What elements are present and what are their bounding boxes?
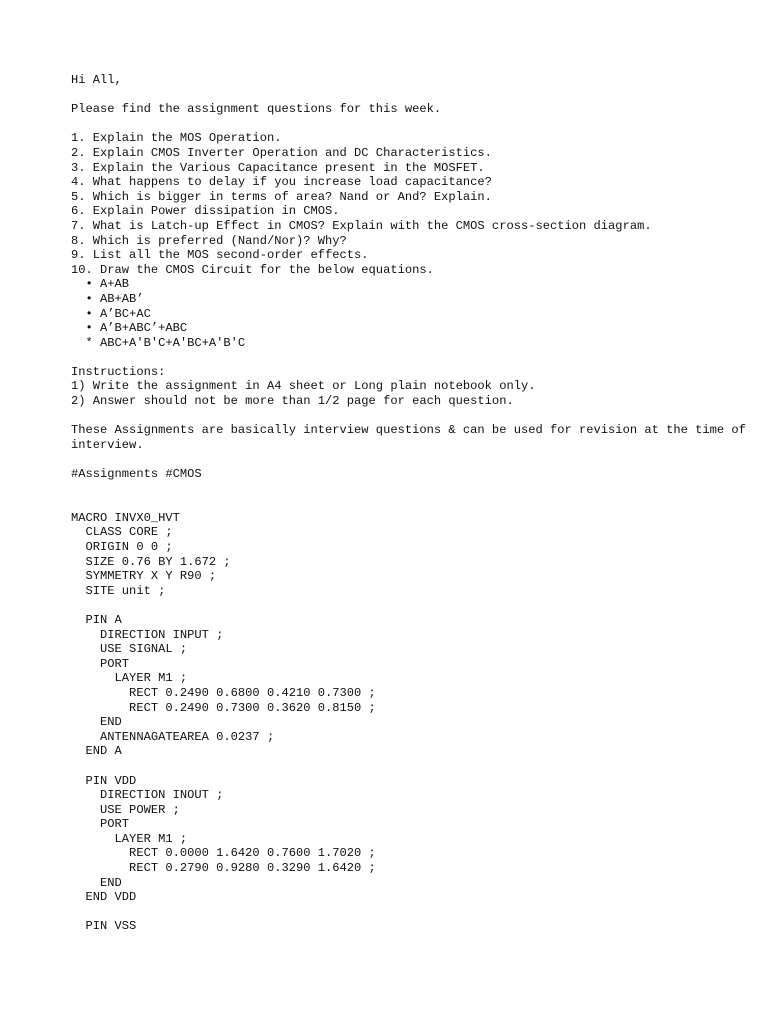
question-item: 5. Which is bigger in terms of area? Nand or And? Explain. [71, 189, 492, 204]
spacer [71, 350, 751, 365]
code-line: END [71, 875, 122, 890]
instruction-item: 2) Answer should not be more than 1/2 page for each question. [71, 394, 514, 409]
greeting: Hi All, [71, 73, 122, 87]
code-line: END VDD [71, 890, 137, 905]
equation-item: * ABC+A'B'C+A'BC+A'B'C [71, 335, 246, 350]
question-item: 9. List all the MOS second-order effects. [71, 248, 369, 263]
equation-item: • A’B+ABC’+ABC [71, 321, 188, 336]
question-item: 8. Which is preferred (Nand/Nor)? Why? [71, 233, 347, 248]
code-line: CLASS CORE ; [71, 525, 173, 540]
intro-text: Please find the assignment questions for this week. [71, 102, 442, 117]
code-line: DIRECTION INOUT ; [71, 788, 224, 803]
equation-item: • A’BC+AC [71, 306, 151, 321]
question-item: 4. What happens to delay if you increase load capacitance? [71, 175, 492, 190]
code-line: END A [71, 744, 122, 759]
note-text: These Assignments are basically interview questions & can be used for revision at the time of interview. [71, 423, 754, 452]
code-line: RECT 0.2790 0.9280 0.3290 1.6420 ; [71, 861, 376, 876]
code-line: PIN VSS [71, 919, 137, 934]
spacer [71, 452, 751, 467]
question-item: 10. Draw the CMOS Circuit for the below equations. [71, 262, 434, 277]
code-line: DIRECTION INPUT ; [71, 627, 224, 642]
code-line: SITE unit ; [71, 583, 166, 598]
code-line: LAYER M1 ; [71, 671, 188, 686]
code-line: RECT 0.2490 0.6800 0.4210 0.7300 ; [71, 685, 376, 700]
spacer [71, 482, 751, 511]
equation-list [71, 277, 751, 350]
macro-code-block [71, 511, 751, 934]
code-line: PORT [71, 656, 130, 671]
code-line: MACRO INVX0_HVT [71, 510, 180, 525]
code-line: RECT 0.0000 1.6420 0.7600 1.7020 ; [71, 846, 376, 861]
spacer [71, 759, 751, 774]
code-line: SIZE 0.76 BY 1.672 ; [71, 554, 231, 569]
question-item: 2. Explain CMOS Inverter Operation and DC Characteristics. [71, 145, 492, 160]
instruction-item: 1) Write the assignment in A4 sheet or Long plain notebook only. [71, 379, 536, 394]
spacer [71, 598, 751, 613]
equation-item: • AB+AB’ [71, 291, 144, 306]
code-line: SYMMETRY X Y R90 ; [71, 569, 217, 584]
spacer [71, 88, 751, 103]
instructions-section [71, 365, 751, 409]
code-line: USE POWER ; [71, 802, 180, 817]
equation-item: • A+AB [71, 277, 130, 292]
instructions-title: Instructions: [71, 364, 166, 379]
code-line: PIN VDD [71, 773, 137, 788]
question-item: 6. Explain Power dissipation in CMOS. [71, 204, 340, 219]
code-line: ANTENNAGATEAREA 0.0237 ; [71, 729, 275, 744]
document-body [71, 73, 754, 934]
code-line: PORT [71, 817, 130, 832]
question-item: 1. Explain the MOS Operation. [71, 131, 282, 146]
code-line: PIN A [71, 612, 122, 627]
code-line: RECT 0.2490 0.7300 0.3620 0.8150 ; [71, 700, 376, 715]
code-line: USE SIGNAL ; [71, 642, 188, 657]
spacer [71, 905, 751, 920]
spacer [71, 409, 751, 424]
question-list [71, 131, 751, 277]
hashtags: #Assignments #CMOS [71, 467, 202, 482]
spacer [71, 117, 751, 132]
code-line: LAYER M1 ; [71, 831, 188, 846]
question-item: 3. Explain the Various Capacitance present in the MOSFET. [71, 160, 485, 175]
question-item: 7. What is Latch-up Effect in CMOS? Explain with the CMOS cross-section diagram. [71, 218, 652, 233]
code-line: ORIGIN 0 0 ; [71, 540, 173, 554]
code-line: END [71, 715, 122, 730]
